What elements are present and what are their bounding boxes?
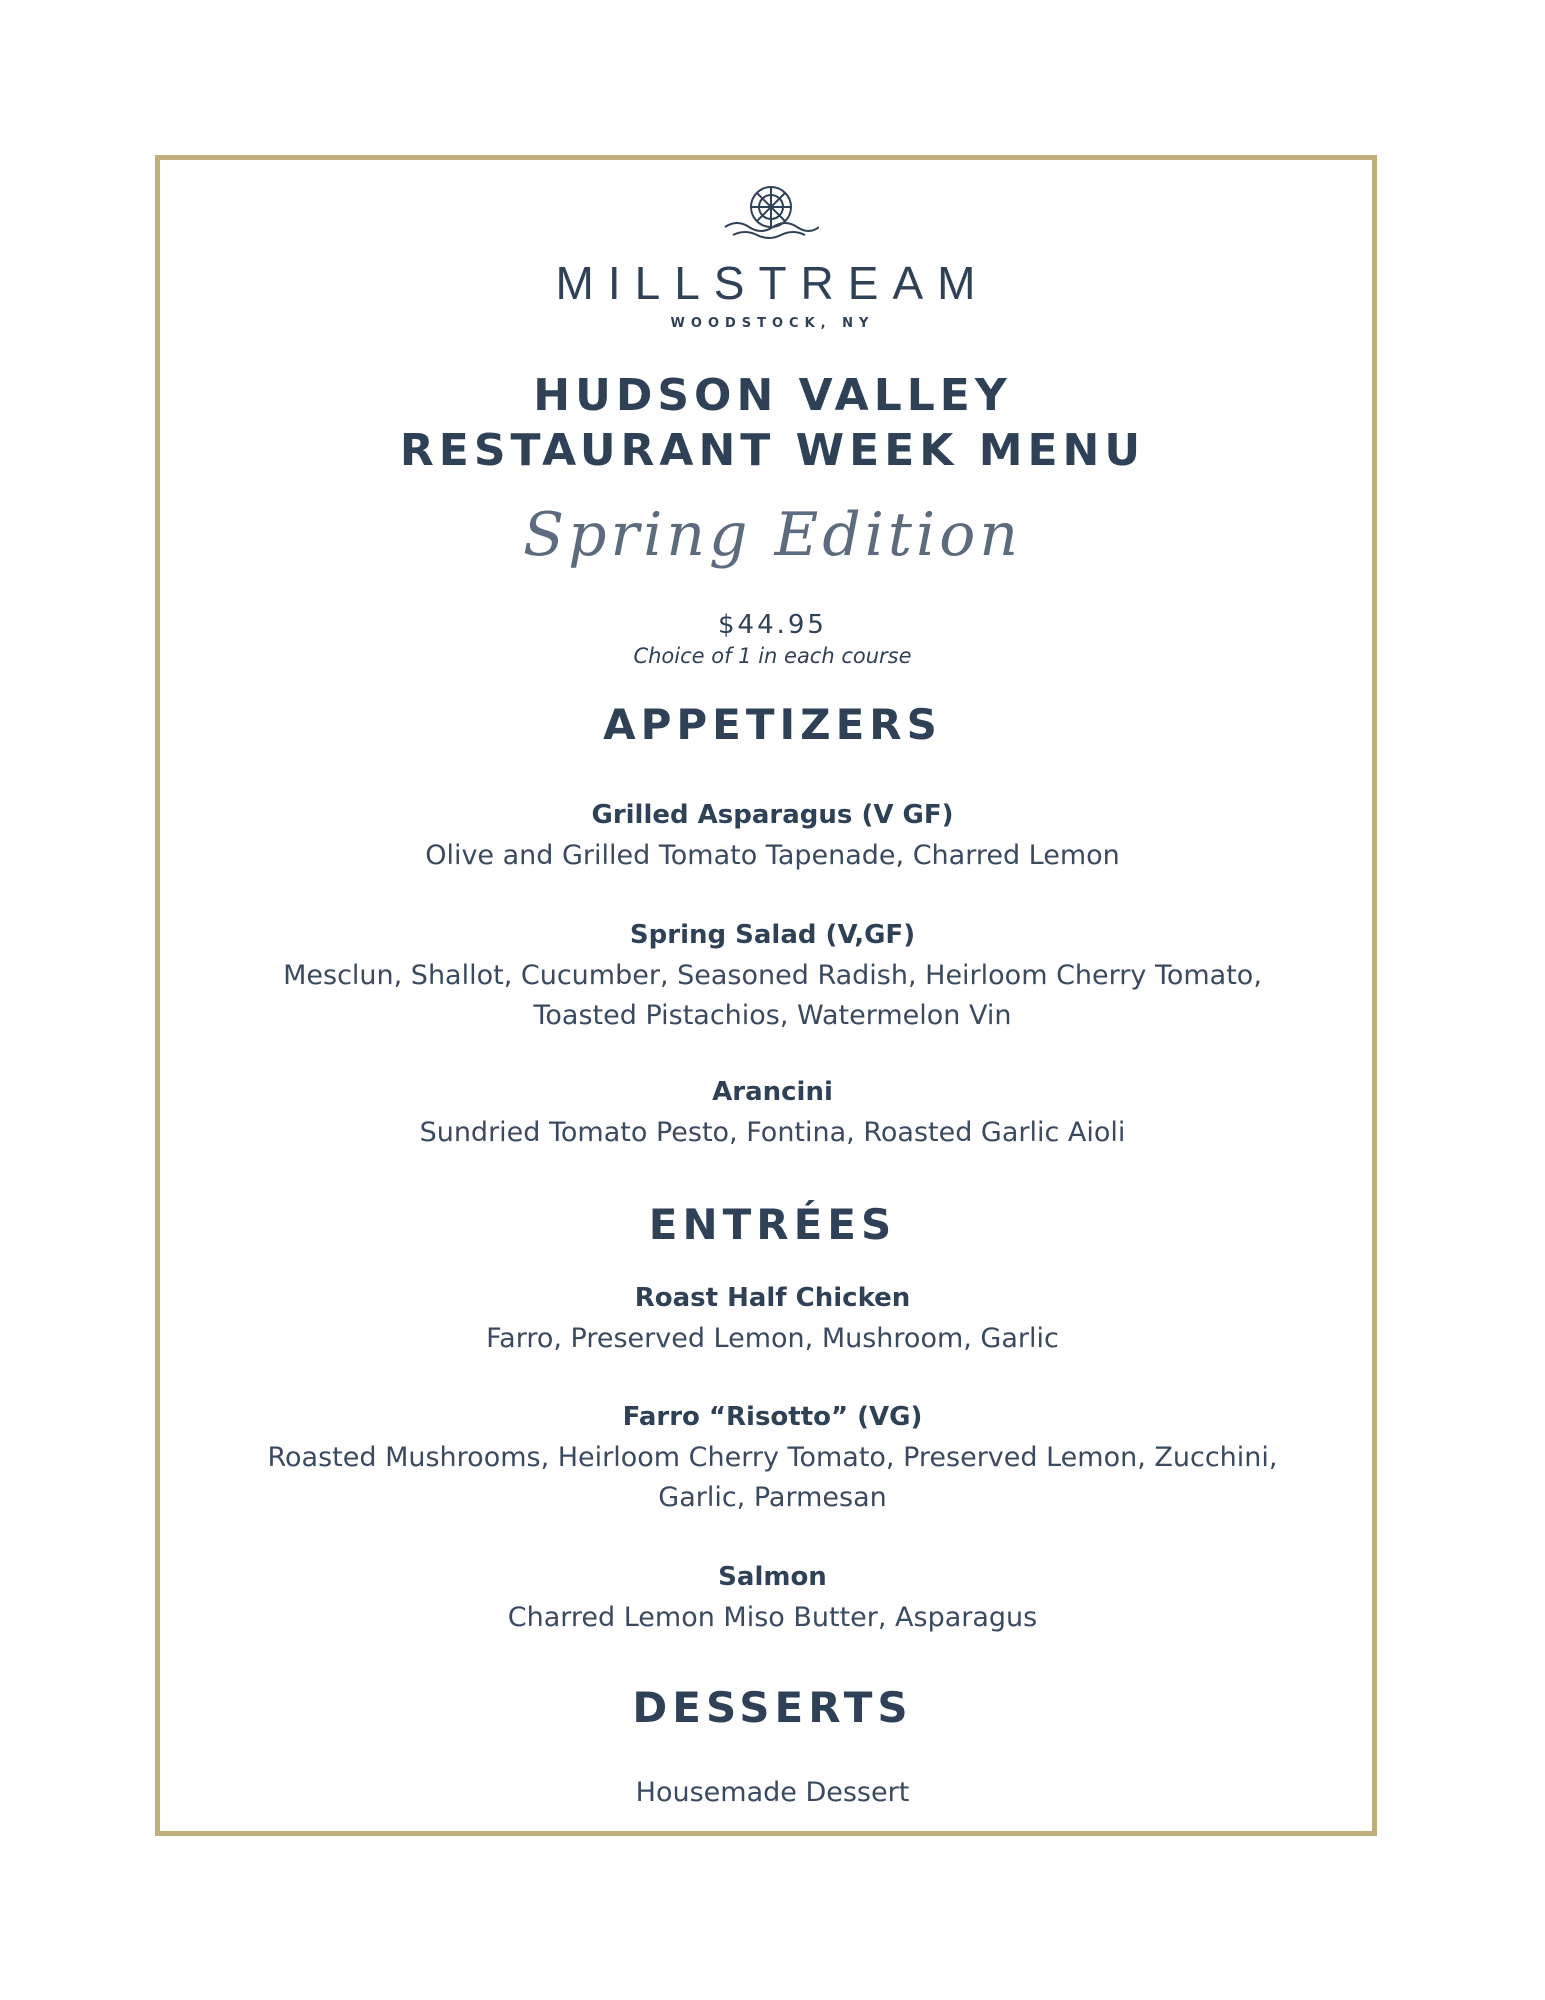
millstream-wheel-icon <box>723 185 819 245</box>
dish-name: Spring Salad (V,GF) <box>629 920 916 950</box>
dish-name: Roast Half Chicken <box>634 1283 911 1313</box>
dish-description: Roasted Mushrooms, Heirloom Cherry Tomato, Preserved Lemon, Zucchini, <box>267 1442 1278 1473</box>
section-heading-desserts: DESSERTS <box>632 1683 913 1732</box>
brand-name: MILLSTREAM <box>555 257 990 309</box>
dish-description: Garlic, Parmesan <box>658 1482 887 1513</box>
dish-description: Farro, Preserved Lemon, Mushroom, Garlic <box>486 1323 1059 1354</box>
dish-description: Toasted Pistachios, Watermelon Vin <box>533 1000 1012 1031</box>
choice-note: Choice of 1 in each course <box>633 644 912 668</box>
dish-name: Farro “Risotto” (VG) <box>622 1402 923 1432</box>
dish-description: Mesclun, Shallot, Cucumber, Seasoned Radish, Heirloom Cherry Tomato, <box>283 960 1262 991</box>
dish-name: Grilled Asparagus (V GF) <box>591 800 954 830</box>
brand-location: WOODSTOCK, NY <box>670 316 875 331</box>
menu-price: $44.95 <box>718 610 827 640</box>
dish-name: Salmon <box>718 1562 827 1592</box>
edition-script: Spring Edition <box>523 500 1022 570</box>
dish-name: Arancini <box>712 1077 833 1107</box>
dish-description: Olive and Grilled Tomato Tapenade, Charred Lemon <box>425 840 1120 871</box>
menu-title-line-1: HUDSON VALLEY <box>533 370 1012 421</box>
dish-description: Housemade Dessert <box>635 1777 910 1808</box>
section-heading-entrees: ENTRÉES <box>648 1200 897 1249</box>
dish-description: Sundried Tomato Pesto, Fontina, Roasted Garlic Aioli <box>419 1117 1126 1148</box>
section-heading-appetizers: APPETIZERS <box>603 700 942 749</box>
dish-description: Charred Lemon Miso Butter, Asparagus <box>507 1602 1038 1633</box>
menu-title-line-2: RESTAURANT WEEK MENU <box>399 425 1146 476</box>
